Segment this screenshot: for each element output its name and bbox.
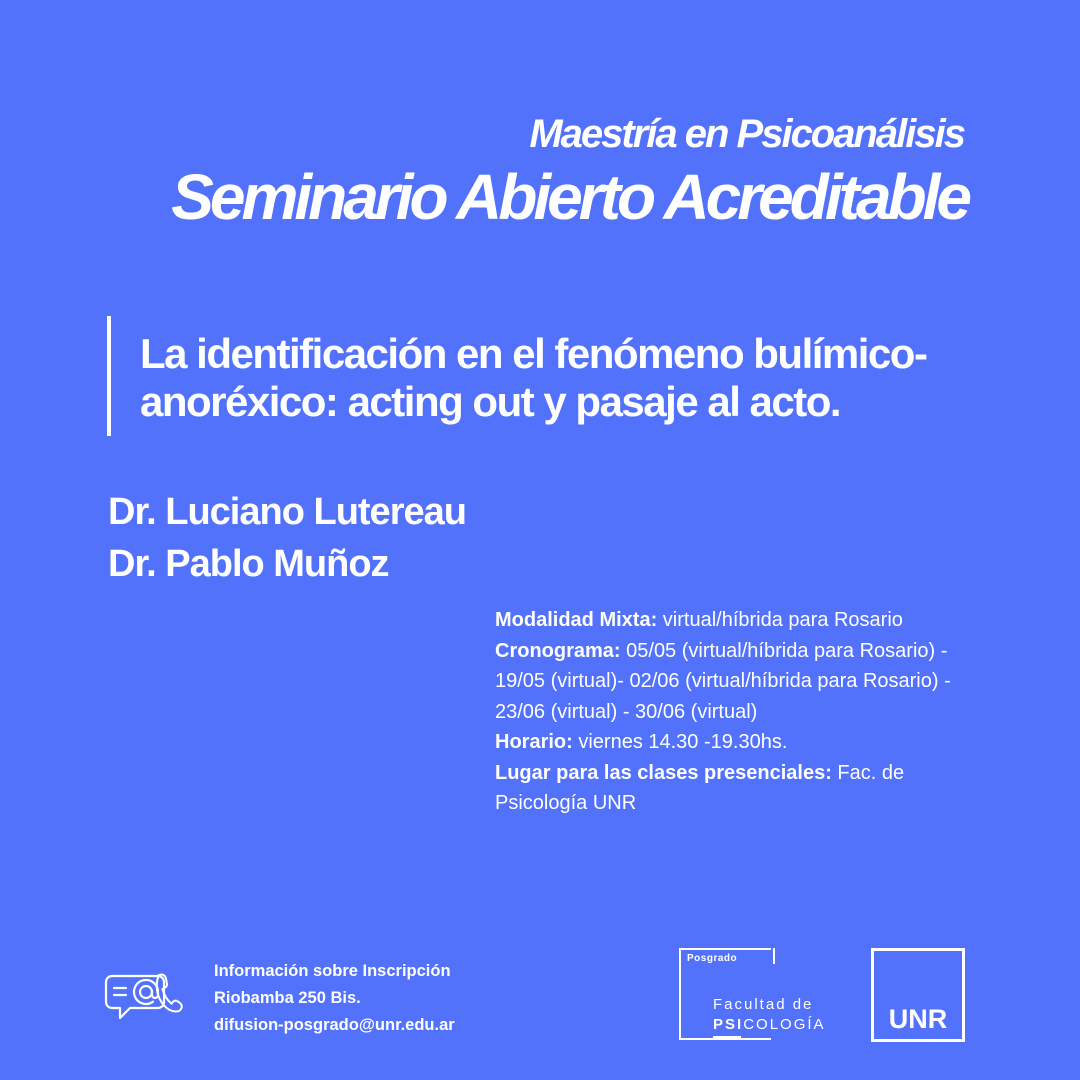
logo-cologia-text: COLOGÍA — [743, 1016, 826, 1033]
detail-value: viernes 14.30 -19.30hs. — [572, 731, 788, 753]
program-name: Maestría en Psicoanálisis — [529, 112, 964, 156]
contact-email[interactable]: difusion-posgrado@unr.edu.ar — [214, 1016, 455, 1034]
detail-horario — [495, 727, 965, 758]
detail-lugar — [495, 758, 965, 819]
contact-heading: Información sobre Inscripción — [214, 962, 451, 980]
detail-label: Horario: — [495, 731, 573, 753]
detail-value: 05/05 (virtual/híbrida para Rosario) - 19/05 (virtual)- 02/06 (virtual/híbrida para Rosario) - 23/06 (virtual) - 30/06 (virtual) — [495, 639, 951, 723]
contact-email-phone-icon — [104, 962, 190, 1026]
unr-logo-text: UNR — [888, 1004, 948, 1034]
logo-facultad-text: Facultad de — [713, 996, 814, 1013]
detail-cronograma — [495, 636, 965, 728]
logo-posgrado-text: Posgrado — [687, 953, 738, 964]
seminar-heading: Seminario Abierto Acreditable — [171, 161, 968, 233]
speaker-name: Dr. Luciano Lutereau — [108, 491, 466, 533]
facultad-psicologia-logo — [679, 948, 833, 1042]
seminar-title — [140, 330, 1040, 426]
logo-psi-text: PSI — [713, 1016, 744, 1033]
detail-label: Cronograma: — [495, 639, 621, 662]
detail-label: Lugar para las clases presenciales: — [495, 761, 832, 784]
detail-modalidad — [495, 605, 965, 636]
unr-logo — [871, 948, 965, 1042]
speakers-list — [108, 486, 466, 590]
detail-label: Modalidad Mixta: — [495, 609, 658, 631]
logo-frame-corner — [769, 948, 775, 964]
title-accent-bar — [107, 316, 111, 436]
detail-value: Fac. de Psicología UNR — [495, 761, 905, 814]
seminar-details — [495, 605, 965, 819]
contact-address: Riobamba 250 Bis. — [214, 989, 361, 1007]
detail-value: virtual/híbrida para Rosario — [657, 609, 903, 631]
seminar-title-line-2: anoréxico: acting out y pasaje al acto. — [140, 378, 841, 425]
contact-info — [214, 958, 455, 1039]
speaker-name: Dr. Pablo Muñoz — [108, 543, 389, 585]
logo-psicologia-text — [713, 1016, 826, 1033]
logo-underline — [713, 1036, 741, 1039]
seminar-title-line-1: La identificación en el fenómeno bulímico- — [140, 330, 927, 377]
